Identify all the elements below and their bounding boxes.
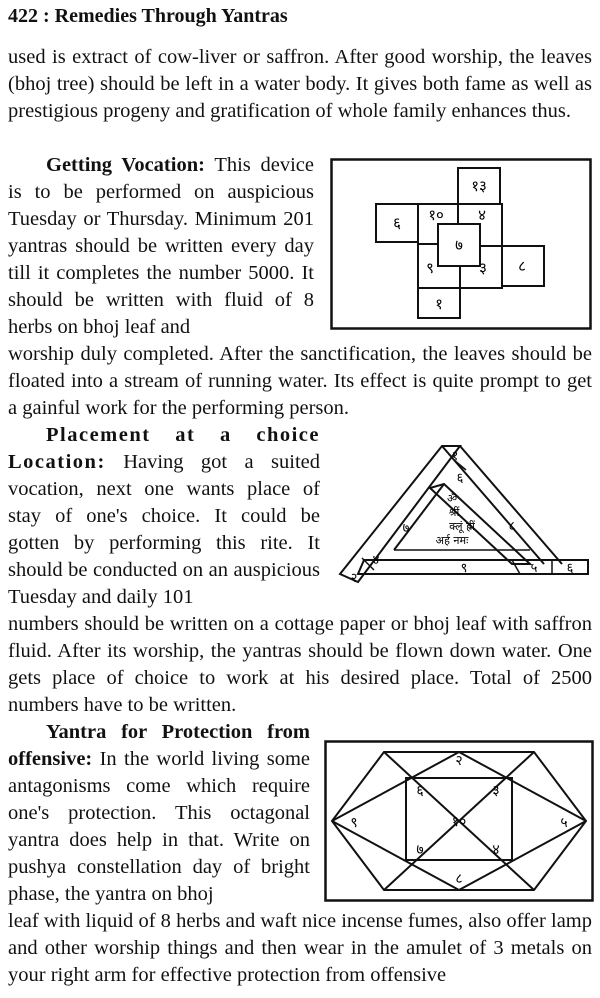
- protection-label-inner-tr: ३: [492, 783, 500, 799]
- placement-continued-paragraph: [8, 611, 592, 719]
- vocation-cell-upper-right: ४: [478, 206, 486, 224]
- placement-label-apex-top: १: [451, 449, 459, 464]
- protection-side-text: In the world living some antagonisms come which require one's protection. This octagonal yantra does help in that. Write on pushya constellation day of bright phase, the yantra on bhoj: [8, 748, 311, 905]
- vocation-cell-left: ६: [393, 214, 401, 232]
- placement-label-left-low: ४: [372, 553, 380, 568]
- placement-label-apex-second: ६: [456, 471, 464, 486]
- protection-yantra-diagram: [324, 740, 594, 902]
- protection-label-inner-br: ४: [492, 842, 500, 858]
- placement-label-base-right: ५: [530, 561, 538, 576]
- vocation-cell-lower-mid: ३: [479, 259, 487, 277]
- placement-side-text: Having got a suited vocation, next one wants place of stay of one's choice. It could be gotten by performing this rite. It should be conducted on an auspicious Tuesday and daily 101: [8, 451, 320, 608]
- placement-mantra-line1: ॐ: [446, 492, 458, 505]
- protection-label-center: १०: [451, 814, 467, 830]
- placement-continued-text: numbers should be written on a cottage paper or bhoj leaf with saffron fluid. After its worship, the yantras should be flown down water. One gets place of choice to work at his desired place. Total of 2500 numbers have to be written.: [8, 613, 592, 716]
- running-header: 422 : Remedies Through Yantras: [8, 5, 288, 27]
- intro-paragraph: [8, 44, 592, 125]
- placement-label-base-end: ६: [566, 561, 574, 576]
- protection-label-bottom: ८: [455, 871, 463, 887]
- placement-heading: Placement at a choice Location:: [8, 424, 320, 473]
- protection-continued-text: leaf with liquid of 8 herbs and waft nice incense fumes, also offer lamp and other worship things and then wear in the amulet of 3 metals on your right arm for effective protection from offensive: [8, 910, 592, 986]
- protection-paragraph: [8, 719, 310, 908]
- protection-continued-paragraph: [8, 908, 592, 989]
- placement-label-left-arm: ७: [402, 521, 410, 536]
- protection-label-inner-bl: ७: [416, 842, 424, 858]
- vocation-cell-upper-mid: १०: [428, 206, 444, 224]
- vocation-cell-bottom: १: [435, 295, 443, 313]
- vocation-cell-lower-left: ९: [426, 259, 434, 277]
- page-number: 422: [8, 5, 38, 27]
- placement-label-base-mid: ९: [460, 561, 468, 576]
- placement-label-left-end: २: [350, 571, 358, 586]
- vocation-side-text: This device is to be performed on auspicious Tuesday or Thursday. Minimum 201 yantras should be written every day till it completes the number 5000. It should be written with fluid of 8 herbs on bhoj leaf and: [8, 154, 314, 338]
- running-title: Remedies Through Yantras: [54, 5, 288, 27]
- vocation-continued-paragraph: [8, 341, 592, 422]
- placement-mantra-line2: श्रीं: [448, 506, 460, 519]
- intro-text: used is extract of cow-liver or saffron. After good worship, the leaves (bhoj tree) should be left in a water body. It gives both fame as well as prestigious progeny and gratification of whole family enhances thus.: [8, 46, 592, 122]
- vocation-heading: Getting Vocation:: [46, 154, 205, 176]
- placement-mantra-line4: अर्ह नमः: [435, 534, 469, 547]
- placement-mantra-line3: क्लूं ह्रीं: [449, 520, 475, 533]
- placement-label-right-arm: ८: [508, 519, 516, 534]
- vocation-cell-right: ८: [518, 257, 526, 275]
- placement-paragraph: [8, 422, 320, 611]
- vocation-paragraph: [8, 152, 314, 341]
- placement-yantra-diagram: [334, 440, 590, 590]
- protection-label-top: २: [455, 753, 463, 769]
- protection-label-inner-tl: ६: [416, 783, 424, 799]
- protection-heading: Yantra for Protection from offensive:: [8, 721, 310, 770]
- protection-label-left: ९: [350, 815, 358, 831]
- vocation-cell-top: १३: [471, 177, 487, 195]
- vocation-continued-text: worship duly completed. After the sanctification, the leaves should be floated into a stream of running water. Its effect is quite prompt to get a gainful work for the performing person.: [8, 343, 592, 419]
- vocation-yantra-diagram: [330, 158, 592, 330]
- vocation-cell-center: ७: [455, 236, 463, 254]
- protection-label-right: ५: [560, 815, 568, 831]
